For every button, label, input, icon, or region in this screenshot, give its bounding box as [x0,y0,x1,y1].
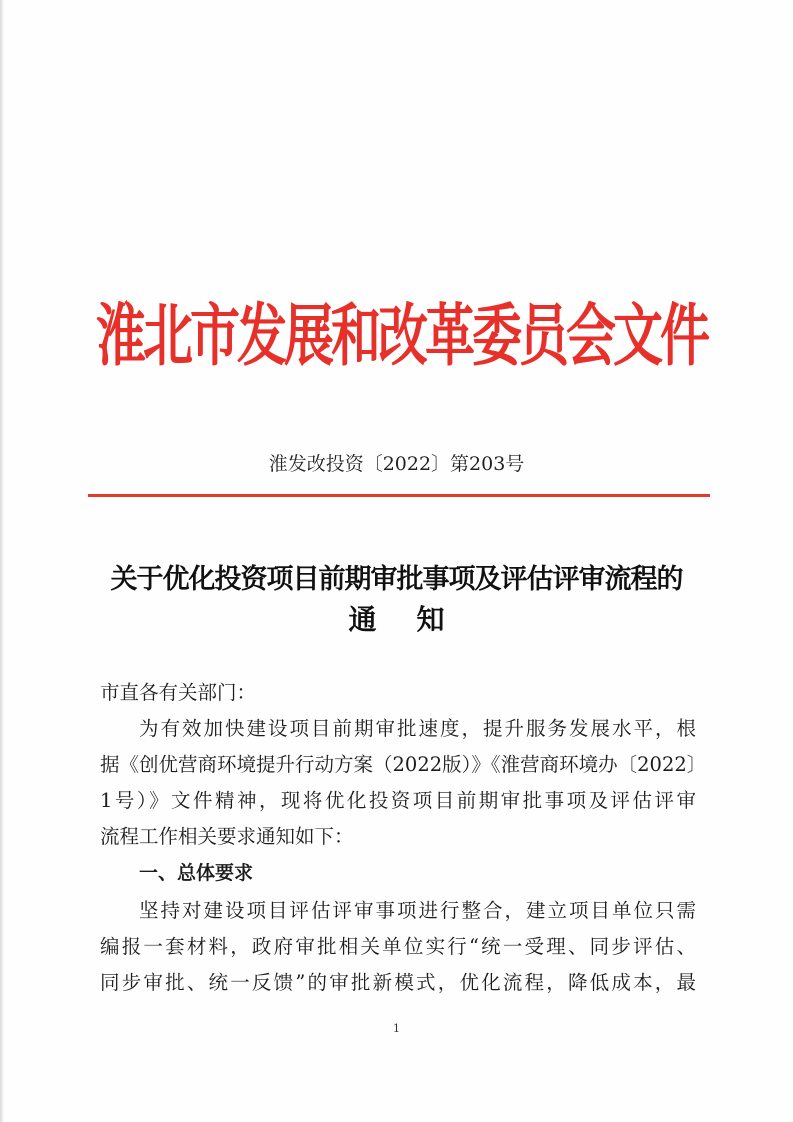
red-separator-rule [88,494,710,497]
body-line: 编报一套材料，政府审批相关单位实行“统一受理、同步评估、 [100,935,696,958]
scan-edge-shadow [0,0,4,1122]
document-number: 淮发改投资〔2022〕第203号 [268,453,525,475]
salutation: 市直各有关部门： [100,681,257,704]
issuing-authority-header: 淮北市发展和改革委员会文件 [96,296,707,376]
body-line: 为有效加快建设项目前期审批速度，提升服务发展水平，根 [139,717,696,740]
body-line: 同步审批、统一反馈”的审批新模式，优化流程，降低成本，最 [100,971,696,994]
body-line: 坚持对建设项目评估评审事项进行整合，建立项目单位只需 [139,899,696,922]
notice-title-line-1: 关于优化投资项目前期审批事项及评估评审流程的 [110,564,683,595]
section-heading: 一、总体要求 [139,862,254,884]
body-line: 据《创优营商环境提升行动方案（2022版）》《淮营商环境办〔2022〕 [100,753,707,776]
body-line: 1号）》文件精神，现将优化投资项目前期审批事项及评估评审 [100,789,696,812]
body-line: 流程工作相关要求通知如下： [100,825,354,848]
notice-title-line-2: 通知 [348,603,485,636]
page-number: 1 [393,1022,400,1035]
